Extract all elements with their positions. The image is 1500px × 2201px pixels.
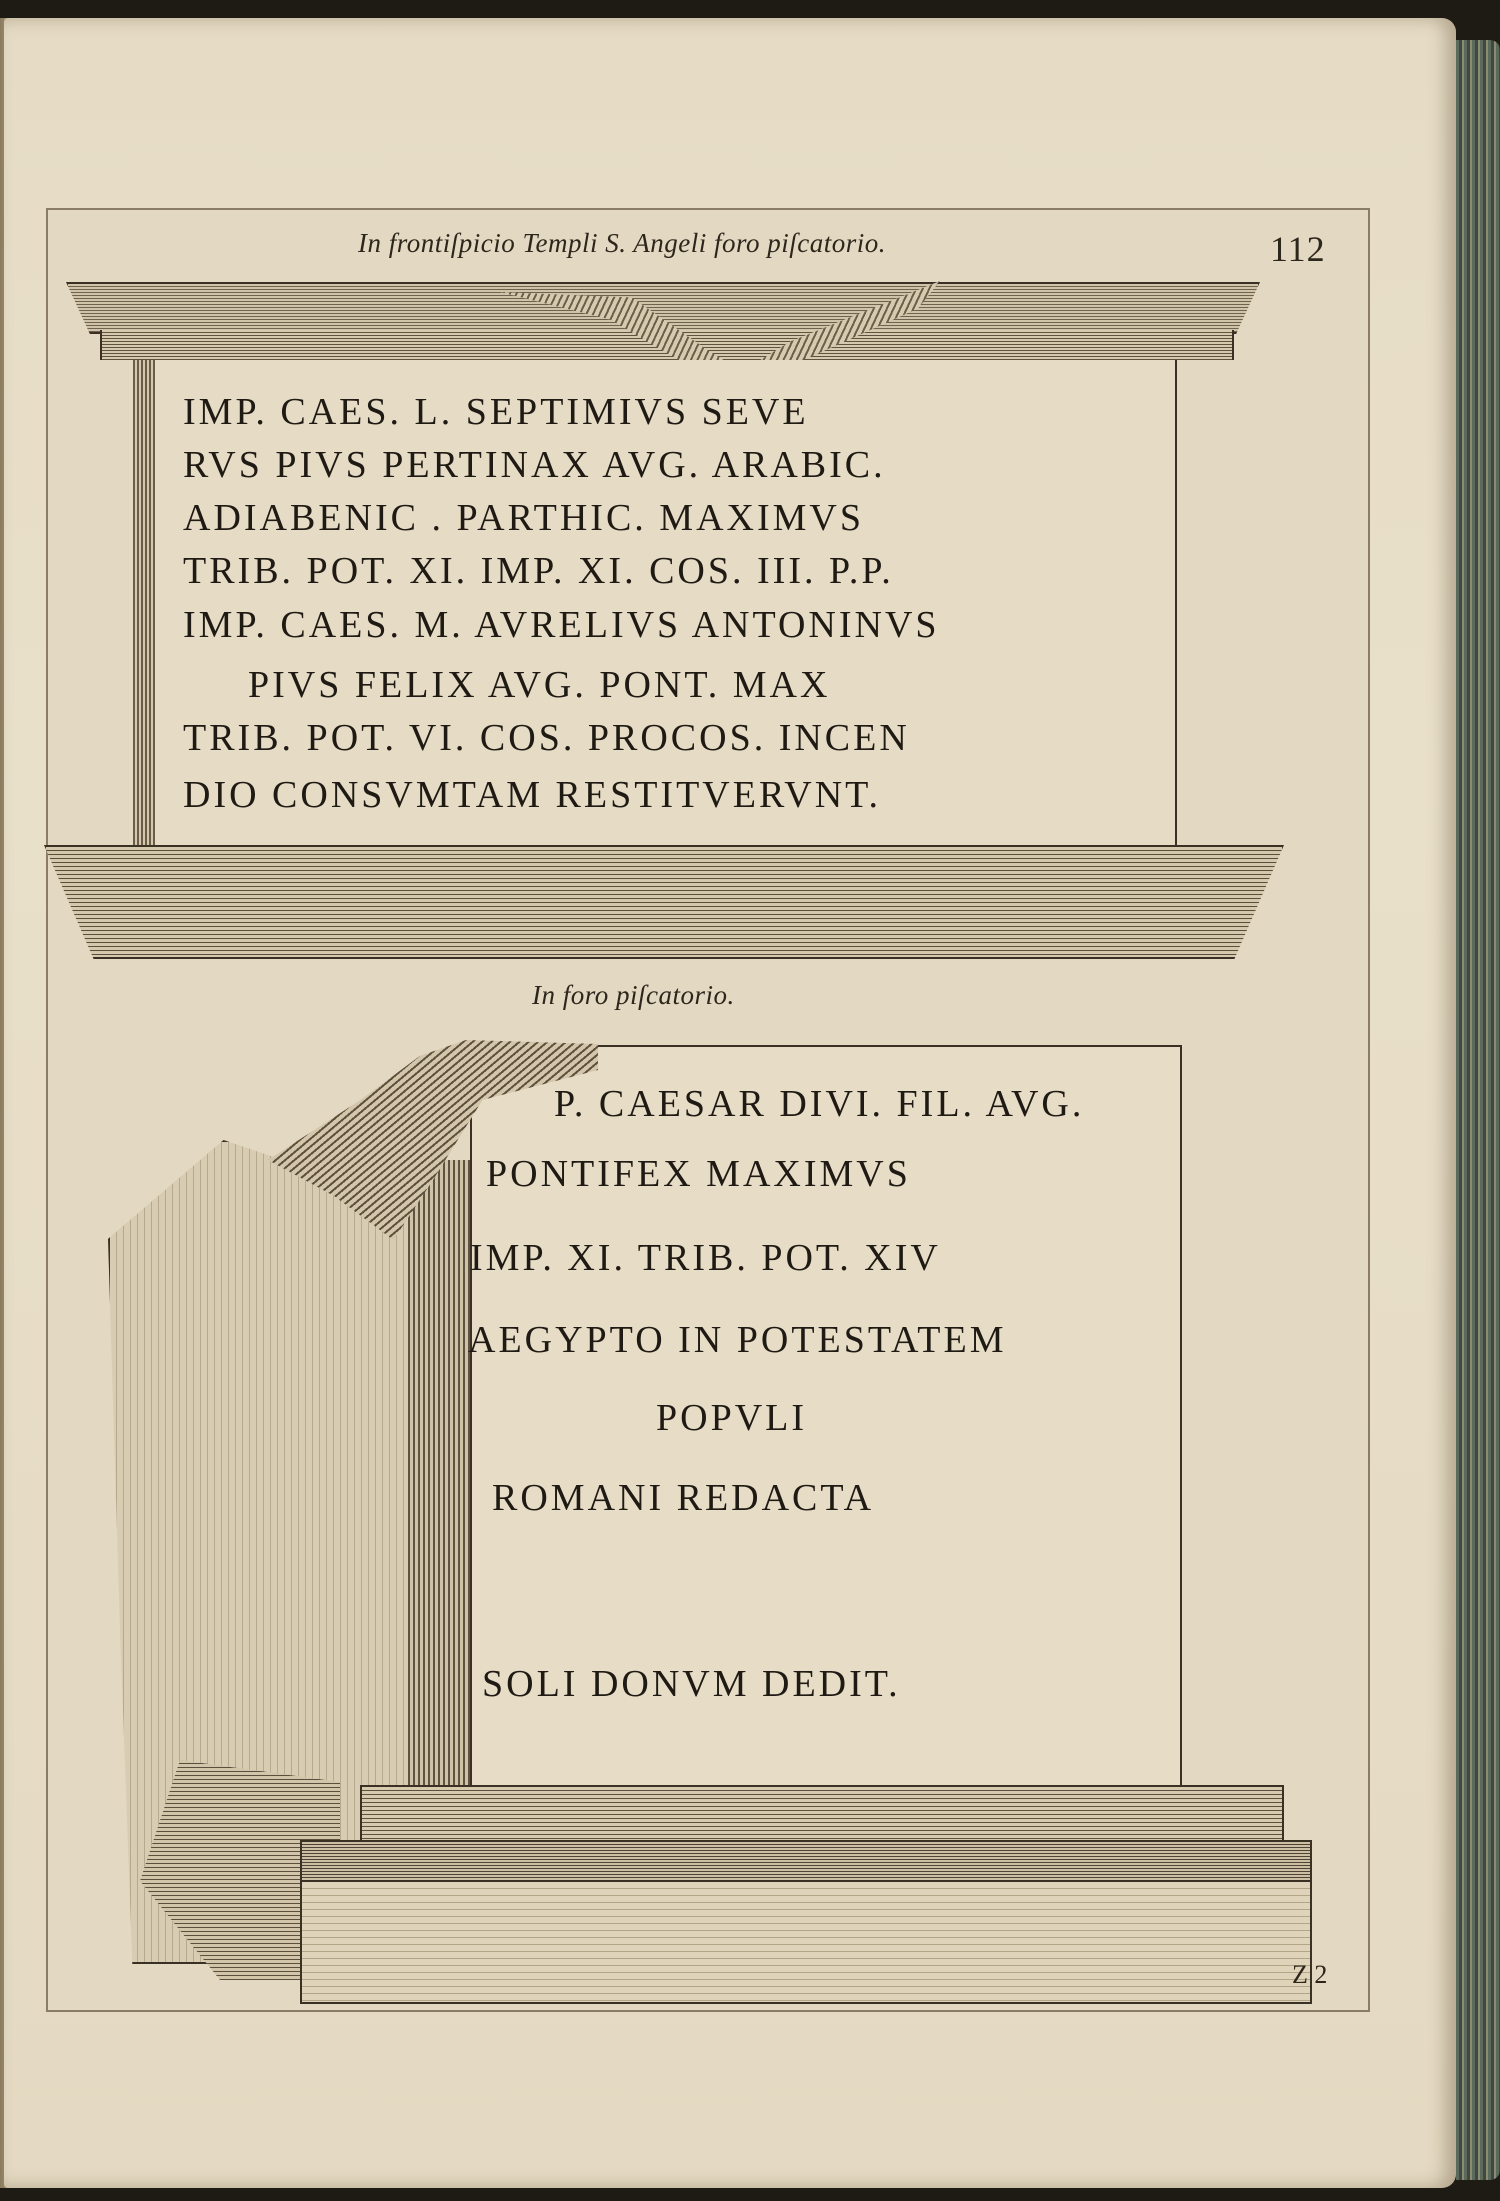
top-line-8: DIO CONSVMTAM RESTITVERVNT. [183, 774, 882, 816]
top-line-7: TRIB. POT. VI. COS. PROCOS. INCEN [183, 717, 910, 759]
top-line-6: PIVS FELIX AVG. PONT. MAX [248, 664, 831, 706]
bottom-line-3: IMP. XI. TRIB. POT. XIV [470, 1237, 941, 1279]
top-line-1: IMP. CAES. L. SEPTIMIVS SEVE [183, 391, 809, 433]
altar-side-shading [408, 1160, 470, 1800]
top-line-3: ADIABENIC . PARTHIC. MAXIMVS [183, 497, 864, 539]
bottom-line-7: SOLI DONVM DEDIT. [482, 1663, 901, 1705]
page-number: 112 [1270, 229, 1326, 269]
bottom-line-1: P. CAESAR DIVI. FIL. AVG. [554, 1083, 1085, 1125]
bottom-line-2: PONTIFEX MAXIMVS [486, 1153, 911, 1195]
top-line-4: TRIB. POT. XI. IMP. XI. COS. III. P.P. [183, 550, 894, 592]
bottom-line-4: AEGYPTO IN POTESTATEM [468, 1319, 1007, 1361]
page-edges [1456, 40, 1500, 2180]
bottom-line-5: POPVLI [656, 1397, 808, 1439]
altar-base-moulding [360, 1785, 1284, 1844]
bottom-line-6: ROMANI REDACTA [492, 1477, 875, 1519]
signature-mark: Z 2 [1292, 1960, 1328, 1989]
top-line-5: IMP. CAES. M. AVRELIVS ANTONINVS [183, 604, 940, 646]
top-panel-shading [133, 360, 155, 845]
altar-plinth [300, 1880, 1312, 2004]
bottom-caption: In foro piſcatorio. [532, 980, 735, 1010]
lower-cornice [44, 845, 1284, 959]
altar-base-band [300, 1840, 1312, 1884]
top-line-2: RVS PIVS PERTINAX AVG. ARABIC. [183, 444, 886, 486]
top-caption: In frontiſpicio Templi S. Angeli foro piſcatorio. [358, 228, 887, 258]
